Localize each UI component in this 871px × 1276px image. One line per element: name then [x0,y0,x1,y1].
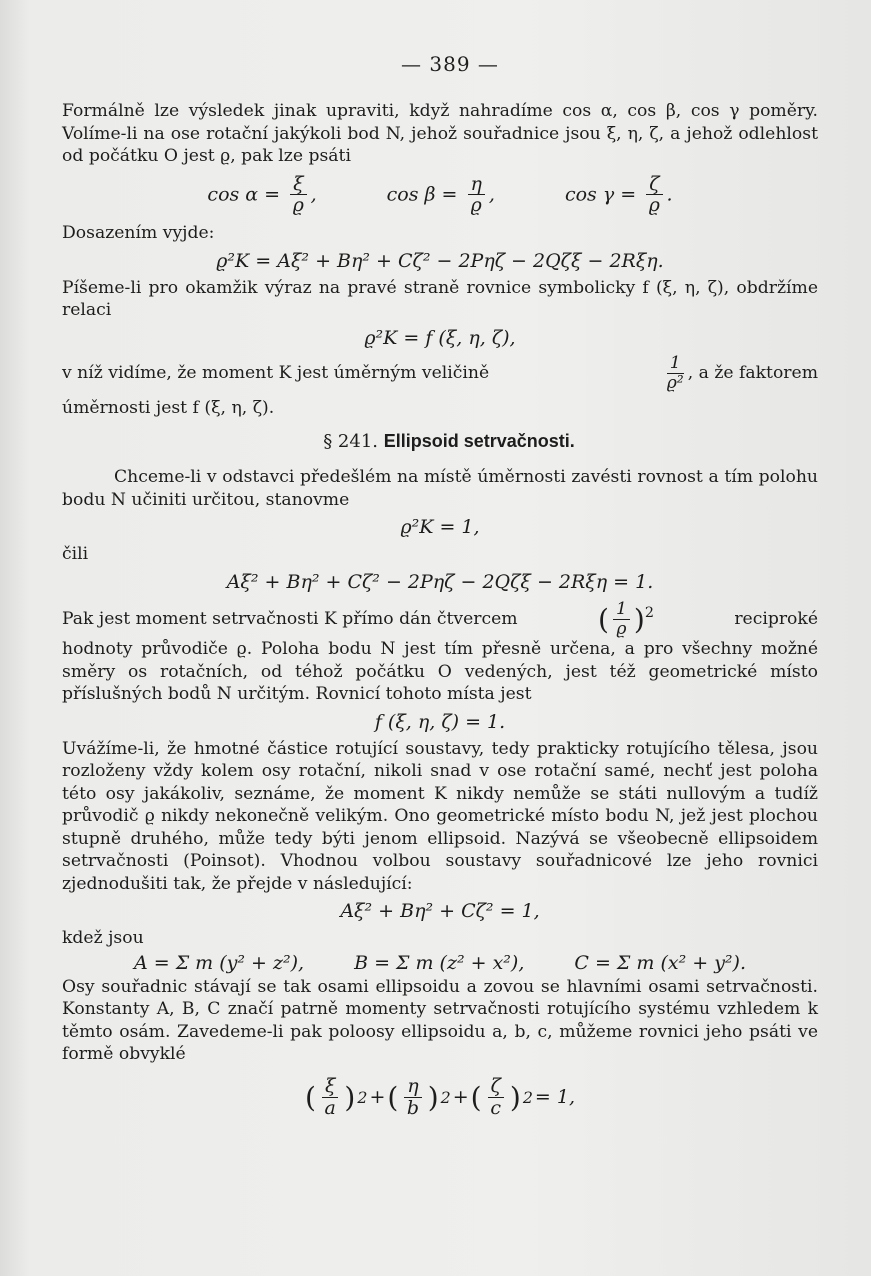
paragraph-2: Píšeme-li pro okamžik výraz na pravé straně rovnice symbolicky f (ξ, η, ζ), obdržíme relaci [62,277,818,321]
paragraph-4: Chceme-li v odstavci předešlém na místě úměrnosti zavésti rovnost a tím polohu bodu N učiniti určitou, stanovme [62,467,818,510]
paragraph-7: Osy souřadnic stávají se tak osami ellipsoidu a zovou se hlavními osami setrvačnosti. Konstanty A, B, C značí patrně momenty setrvačnosti rotujícího systému vzhledem k těmto osám. Zavedeme-li pak poloosy ellipsoidu a, b, c, můžeme rovnici jeho psáti ve formě obvyklé [62,976,818,1065]
paragraph-3a: v níž vidíme, že moment K jest úměrným veličině [62,363,490,384]
section-heading [80,431,818,452]
paragraph-3c: úměrnosti jest f (ξ, η, ζ). [62,397,275,418]
paragraph-5b: reciproké [734,609,818,630]
section-number: § 241. [323,431,378,453]
cos-gamma: cos γ = $\frac{\zeta}{ϱ}$ . [564,172,673,217]
equation-ellipsoid: Aξ² + Bη² + Cζ² − 2Pηζ − 2Qζξ − 2Rξη = 1. [226,570,654,593]
paragraph-6: Uvážíme-li, že hmotné částice rotující soustavy, tedy prakticky rotujícího tělesa, jsou rozloženy vždy kolem osy rotační, nikoli snad v ose rotační samé, nechť jest poloha této osy jakákoliv, seznáme, že moment K nikdy nemůže se státi nullovým a tudíž průvodič ϱ nikdy nekonečně velikým. Ono geometrické místo bodu N, jež jest plochou stupně druhého, může tedy býti jenom ellipsoid. Nazývá se všeobecně ellipsoidem setrvačnosti (Poinsot). Vhodnou volbou soustavy souřadnicové lze jeho rovnici zjednodušiti tak, že přejde v následující: [62,738,818,894]
cili-label: čili [62,544,89,565]
kdez-label: kdež jsou [62,928,144,949]
dosazenim-label: Dosazením vyjde: [62,223,215,244]
equation-f-equals-one: f (ξ, η, ζ) = 1. [374,710,506,733]
page-content [62,52,818,1125]
equation-f: ϱ²K = f (ξ, η, ζ), [364,326,516,349]
equation-final: ( $\frac{\xi}{a}$ ) 2 + ( $\frac{\eta}{b}$ ) 2 + ( $\frac{\zeta}{c}$ ) 2 = 1, [305,1074,575,1119]
eq-A: A = Σ m (y² + z²), [133,951,305,974]
eq-B: B = Σ m (z² + x²), [354,951,525,974]
eq-C: C = Σ m (x² + y²). [574,951,747,974]
paragraph-5c: hodnoty průvodiče ϱ. Poloha bodu N jest tím přesně určena, a pro všechny možné směry os rotačních, od téhož počátku O vedených, jest též geometrické místo příslušných bodů N určitým. Rovnicí tohoto místa jest [62,639,818,705]
paragraph-3-line: v níž vidíme, že moment K jest úměrným veličině $\frac{1}{\text{ϱ²}}$ , a že faktorem [62,352,818,393]
page-number: — 389 — [401,52,499,76]
paragraph-5a: Pak jest moment setrvačnosti K přímo dán čtvercem [62,609,518,630]
section-title: Ellipsoid setrvačnosti. [383,431,575,452]
equation-simple: Aξ² + Bη² + Cζ² = 1, [340,900,540,923]
fraction-one-over-rho-squared: $\frac{1}{\text{ϱ²}}$ [666,352,684,393]
equation-ABC [62,952,818,974]
equation-cosines [62,174,818,217]
equation-K: ϱ²K = Aξ² + Bη² + Cζ² − 2Pηζ − 2Qζξ − 2Rξη. [216,249,664,272]
equation-rho-K: ϱ²K = 1, [400,516,480,539]
cos-alpha: cos α = $\frac{\xi}{ϱ}$ , [207,172,317,217]
paragraph-5-line [62,600,818,639]
paragraph-1: Formálně lze výsledek jinak upraviti, když nahradíme cos α, cos β, cos γ poměry. Volíme-li na ose rotační jakýkoli bod N, jehož souřadnice jsou ξ, η, ζ, a jehož odlehlost od počátku O jest ϱ, pak lze psáti [62,101,818,166]
cos-beta: cos β = $\frac{\eta}{ϱ}$ , [386,172,495,217]
reciprocal-square: ( $\frac{1}{ϱ}$ )$^2$ [598,598,654,639]
